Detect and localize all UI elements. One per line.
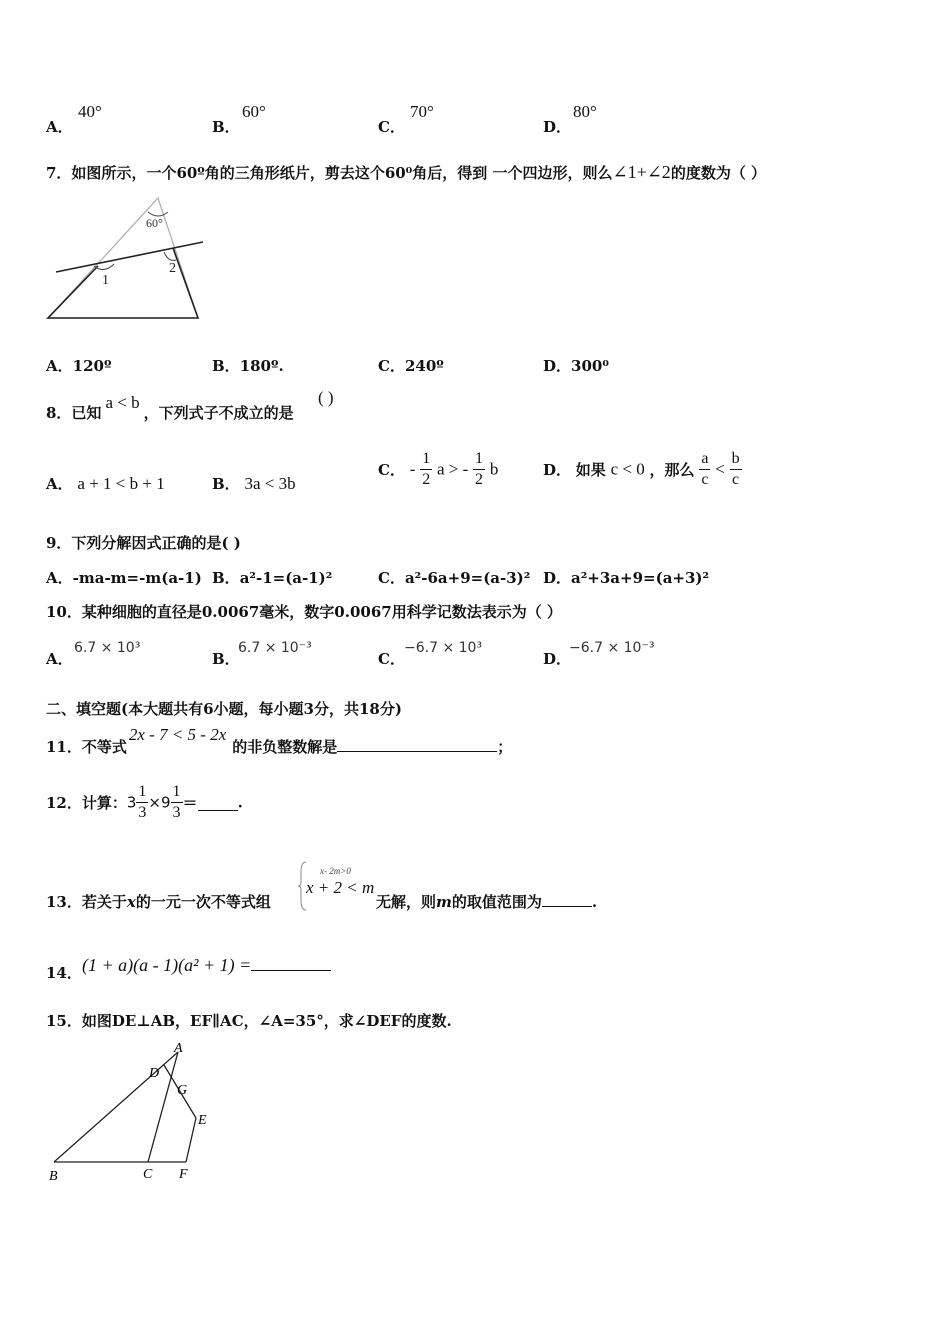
q13-stem-end: 无解，则m的取值范围为 . bbox=[376, 893, 598, 911]
q8-d-fraction-b: $\frac{b}{c}$ bbox=[731, 450, 740, 488]
q8-stem: 8．已知a < b，下列式子不成立的是 bbox=[46, 393, 294, 422]
q15-label-f: F bbox=[179, 1167, 188, 1182]
q15-label-b: B bbox=[49, 1169, 58, 1184]
q11-stem: 11．不等式2x - 7 < 5 - 2x的非负整数解是 ； bbox=[46, 725, 513, 756]
q8-option-b: B． 3a < 3b bbox=[212, 474, 296, 493]
q7-option-b: B．180º. bbox=[212, 357, 284, 375]
q12-fraction-2: $\frac{1}{3}$ bbox=[172, 783, 181, 821]
q8-d-fraction-a: $\frac{a}{c}$ bbox=[701, 450, 709, 488]
q15-label-e: E bbox=[198, 1113, 207, 1128]
q12-stem: 12．计算：3 $\frac{1}{3}$ ×9 $\frac{1}{3}$ ＝ . bbox=[46, 783, 243, 821]
q15-label-c: C bbox=[143, 1167, 153, 1182]
q15-line-ab bbox=[54, 1052, 178, 1162]
q8-c-fraction-2: $\frac{1}{2}$ bbox=[475, 450, 484, 488]
q7-option-c: C．240º bbox=[378, 357, 444, 375]
q11-answer-blank[interactable] bbox=[337, 736, 497, 752]
q7-stem: 7．如图所示，一个60º角的三角形纸片，剪去这个60⁰角后，得到 一个四边形，则么∠1+∠2的度数为（ ） bbox=[46, 162, 767, 182]
q15-stem: 15．如图DE⊥AB，EF∥AC，∠A=35°，求∠DEF的度数. bbox=[46, 1012, 452, 1030]
q9-stem: 9．下列分解因式正确的是( ) bbox=[46, 534, 241, 552]
q7-option-d: D．300⁰ bbox=[543, 357, 609, 375]
q7-angle-60-label: 60° bbox=[146, 216, 163, 230]
q6-option-d: D． 80° bbox=[543, 102, 597, 136]
q8-option-a: A． a + 1 < b + 1 bbox=[46, 474, 165, 493]
q10-option-a: A． 6.7 × 10³ bbox=[46, 640, 141, 668]
q7-figure bbox=[40, 190, 215, 330]
q14-formula: (1 + a)(a - 1)(a² + 1) = bbox=[82, 950, 331, 976]
q15-figure bbox=[40, 1038, 230, 1188]
q13-stem-start: 13．若关于x的一元一次不等式组 bbox=[46, 893, 271, 911]
q9-option-c: C．a²-6a+9=(a-3)² bbox=[378, 569, 531, 587]
q10-stem: 10．某种细胞的直径是0.0067毫米，数字0.0067用科学记数法表示为（ ） bbox=[46, 603, 562, 621]
q8-option-c: C． - $\frac{1}{2}$ a > - $\frac{1}{2}$ b bbox=[378, 450, 499, 488]
q10-option-c: C． −6.7 × 10³ bbox=[378, 640, 483, 668]
q8-answer-paren: ( ) bbox=[318, 388, 334, 407]
q10-option-b: B． 6.7 × 10⁻³ bbox=[212, 640, 312, 668]
q8-option-d: D． 如果 c < 0 ，那么 $\frac{a}{c}$ < $\frac{b}{c}$ bbox=[543, 450, 740, 488]
q6-option-a: A． 40° bbox=[46, 102, 102, 136]
q7-angle-2-label: 2 bbox=[169, 261, 176, 276]
q7-option-a: A．120º bbox=[46, 357, 112, 375]
q15-label-d: D bbox=[149, 1066, 160, 1081]
q6-option-c: C． 70° bbox=[378, 102, 434, 136]
section-2-title: 二、填空题(本大题共有6小题，每小题3分，共18分) bbox=[46, 700, 402, 718]
q15-label-a: A bbox=[174, 1041, 183, 1056]
q9-option-a: A．-ma-m=-m(a-1) bbox=[46, 569, 202, 587]
q13-inequality-system: x- 2m>0 x + 2 < m bbox=[298, 860, 374, 912]
q15-line-ef bbox=[186, 1118, 196, 1162]
q12-answer-blank[interactable] bbox=[198, 795, 238, 811]
q14-answer-blank[interactable] bbox=[251, 950, 331, 971]
q14-label: 14． bbox=[46, 964, 82, 982]
q13-answer-blank[interactable] bbox=[542, 891, 592, 907]
q12-fraction-1: $\frac{1}{3}$ bbox=[138, 783, 147, 821]
q8-c-fraction: $\frac{1}{2}$ bbox=[422, 450, 431, 488]
q10-option-d: D． −6.7 × 10⁻³ bbox=[543, 640, 655, 668]
q6-option-b: B． 60° bbox=[212, 102, 266, 136]
q9-option-d: D．a²+3a+9=(a+3)² bbox=[543, 569, 710, 587]
q9-option-b: B．a²-1=(a-1)² bbox=[212, 569, 333, 587]
q7-angle-1-label: 1 bbox=[102, 273, 109, 288]
q15-label-g: G bbox=[177, 1083, 188, 1098]
